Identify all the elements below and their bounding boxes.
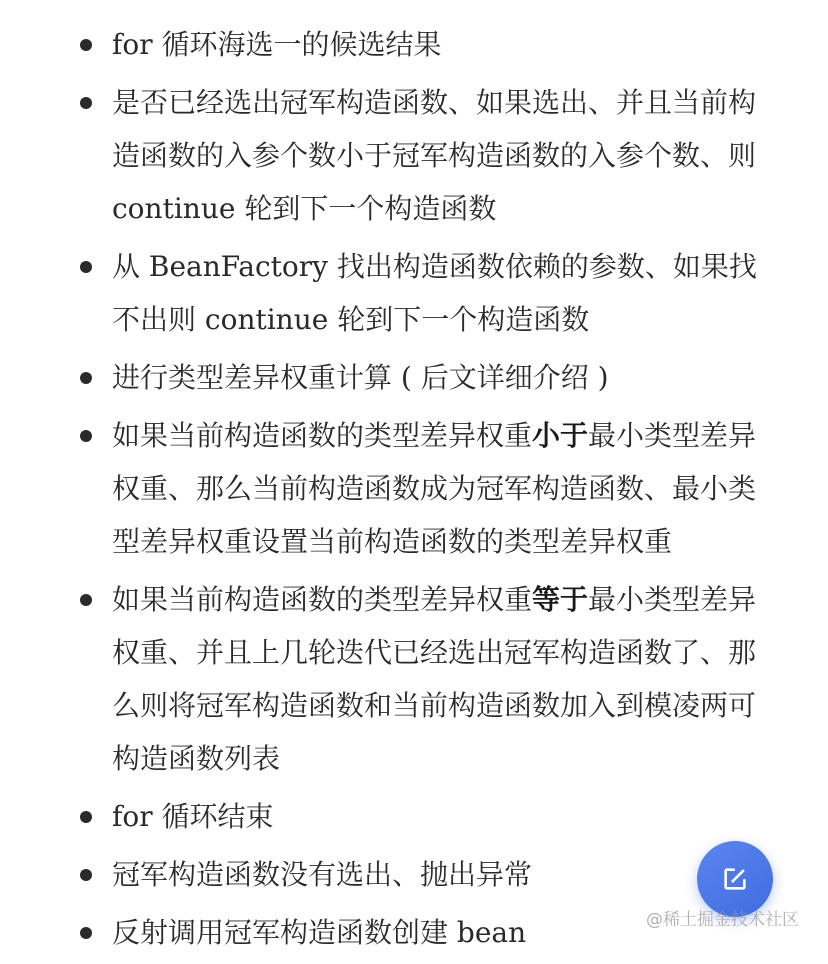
watermark: @稀土掘金技术社区 (646, 910, 799, 930)
list-item-emphasis: 小于 (532, 419, 589, 452)
bullet-dot (80, 261, 92, 273)
list-item-text: for 循环结束 (112, 800, 274, 833)
bullet-dot (80, 97, 92, 109)
list-item-emphasis: 等于 (532, 583, 589, 616)
bullet-dot (80, 594, 92, 606)
edit-icon (721, 865, 749, 893)
bullet-dot (80, 811, 92, 823)
bullet-dot (80, 927, 92, 939)
bullet-dot (80, 372, 92, 384)
list-item-text-before: 如果当前构造函数的类型差异权重 (112, 583, 533, 616)
list-item-text-after: 最小类型差异权重、那么当前构造函数成为冠军构造函数、最小类型差异权重设置当前构造函数的类型差异权重 (112, 419, 757, 558)
list-item (0, 18, 828, 71)
bullet-dot (80, 430, 92, 442)
list-item (0, 240, 828, 346)
list-item-text: 反射调用冠军构造函数创建 bean (112, 916, 527, 949)
list-item-text: 从 BeanFactory 找出构造函数依赖的参数、如果找不出则 continue 轮到下一个构造函数 (112, 250, 757, 336)
list-item-text-after: 最小类型差异权重、并且上几轮迭代已经选出冠军构造函数了、那么则将冠军构造函数和当前构造函数加入到模凌两可构造函数列表 (112, 583, 757, 775)
list-item-text: 进行类型差异权重计算 ( 后文详细介绍 ) (112, 361, 609, 394)
bullet-dot (80, 869, 92, 881)
list-item (0, 409, 828, 568)
list-item (0, 573, 828, 785)
list-item-text-before: 如果当前构造函数的类型差异权重 (112, 419, 533, 452)
list-item (0, 790, 828, 843)
list-item-text: 冠军构造函数没有选出、抛出异常 (112, 858, 533, 891)
bullet-dot (80, 39, 92, 51)
list-item-text: for 循环海选一的候选结果 (112, 28, 442, 61)
list-item-text: 是否已经选出冠军构造函数、如果选出、并且当前构造函数的入参个数小于冠军构造函数的入参个数、则 continue 轮到下一个构造函数 (112, 86, 757, 225)
article-content (0, 18, 828, 964)
list-item (0, 351, 828, 404)
list-item (0, 76, 828, 235)
bullet-list (0, 18, 828, 959)
